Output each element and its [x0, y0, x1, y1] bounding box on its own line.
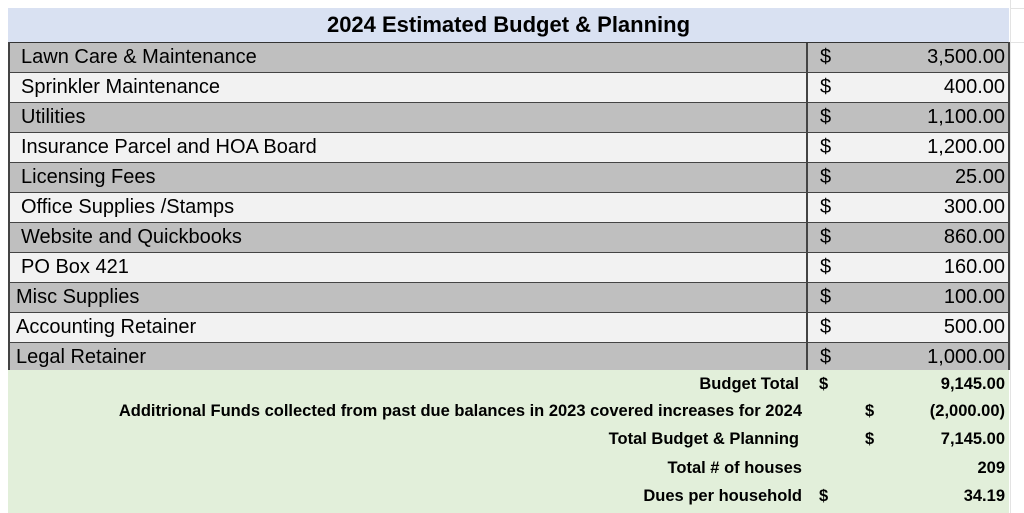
row-label: Licensing Fees — [21, 166, 156, 188]
budget-row[interactable] — [8, 343, 1009, 373]
budget-summary — [8, 370, 1009, 513]
row-label: Website and Quickbooks — [21, 226, 242, 248]
summary-row-total-budget[interactable] — [8, 425, 1009, 453]
summary-value: 34.19 — [963, 486, 1005, 505]
grid-line — [1010, 42, 1024, 43]
column-divider — [806, 73, 808, 102]
column-divider — [806, 163, 808, 192]
row-amount: 25.00 — [954, 166, 1005, 188]
currency-symbol: $ — [820, 166, 832, 188]
summary-value: 9,145.00 — [940, 374, 1005, 393]
budget-line-items — [8, 42, 1009, 373]
column-divider — [806, 133, 808, 162]
currency-symbol: $ — [820, 196, 832, 218]
row-amount: 300.00 — [943, 196, 1005, 218]
budget-row[interactable] — [8, 193, 1009, 223]
table-border — [1008, 42, 1010, 370]
row-label: Lawn Care & Maintenance — [21, 46, 257, 68]
budget-row[interactable] — [8, 133, 1009, 163]
column-divider — [806, 103, 808, 132]
row-label: Office Supplies /Stamps — [21, 196, 235, 218]
currency-symbol: $ — [820, 46, 832, 68]
summary-label: Dues per household — [643, 486, 802, 505]
row-label: Accounting Retainer — [16, 316, 197, 338]
grid-line — [1010, 8, 1024, 9]
currency-symbol: $ — [820, 136, 832, 158]
column-divider — [806, 253, 808, 282]
column-divider — [806, 343, 808, 372]
currency-symbol: $ — [820, 346, 832, 368]
currency-symbol: $ — [820, 106, 832, 128]
column-divider — [806, 283, 808, 312]
row-amount: 100.00 — [943, 286, 1005, 308]
budget-row[interactable] — [8, 163, 1009, 193]
row-label: Sprinkler Maintenance — [21, 76, 220, 98]
row-label: Utilities — [21, 106, 86, 128]
currency-symbol: $ — [820, 316, 832, 338]
row-label: Legal Retainer — [16, 346, 147, 368]
row-amount: 400.00 — [943, 76, 1005, 98]
currency-symbol: $ — [819, 374, 829, 393]
budget-title: 2024 Estimated Budget & Planning — [8, 8, 1009, 43]
currency-symbol: $ — [865, 429, 875, 448]
summary-row-budget-total[interactable] — [8, 370, 1009, 398]
table-border — [8, 42, 10, 370]
grid-line — [1010, 0, 1011, 513]
currency-symbol: $ — [820, 256, 832, 278]
summary-value: 7,145.00 — [940, 429, 1005, 448]
budget-row[interactable] — [8, 283, 1009, 313]
budget-row[interactable] — [8, 73, 1009, 103]
currency-symbol: $ — [820, 76, 832, 98]
row-amount: 1,200.00 — [927, 136, 1005, 158]
column-divider — [806, 223, 808, 252]
budget-row[interactable] — [8, 313, 1009, 343]
row-amount: 860.00 — [943, 226, 1005, 248]
row-label: Misc Supplies — [16, 286, 140, 308]
summary-label: Budget Total — [699, 374, 799, 393]
summary-label: Total Budget & Planning — [608, 429, 799, 448]
summary-label: Additrional Funds collected from past due balances in 2023 covered increases for 2024 — [118, 401, 802, 420]
row-label: PO Box 421 — [21, 256, 129, 278]
row-label: Insurance Parcel and HOA Board — [21, 136, 317, 158]
summary-row-dues-per-household[interactable] — [8, 482, 1009, 510]
budget-row[interactable] — [8, 103, 1009, 133]
summary-label: Total # of houses — [667, 458, 802, 477]
summary-value: (2,000.00) — [929, 401, 1005, 420]
column-divider — [806, 193, 808, 222]
currency-symbol: $ — [820, 286, 832, 308]
row-amount: 500.00 — [943, 316, 1005, 338]
row-amount: 3,500.00 — [927, 46, 1005, 68]
budget-row[interactable] — [8, 43, 1009, 73]
budget-row[interactable] — [8, 223, 1009, 253]
summary-value: 209 — [977, 458, 1005, 477]
summary-row-additional-funds[interactable] — [8, 397, 1009, 425]
row-amount: 1,000.00 — [927, 346, 1005, 368]
column-divider — [806, 43, 808, 72]
currency-symbol: $ — [865, 401, 875, 420]
currency-symbol: $ — [820, 226, 832, 248]
budget-row[interactable] — [8, 253, 1009, 283]
currency-symbol: $ — [819, 486, 829, 505]
summary-row-total-houses[interactable] — [8, 454, 1009, 482]
row-amount: 1,100.00 — [927, 106, 1005, 128]
column-divider — [806, 313, 808, 342]
row-amount: 160.00 — [943, 256, 1005, 278]
